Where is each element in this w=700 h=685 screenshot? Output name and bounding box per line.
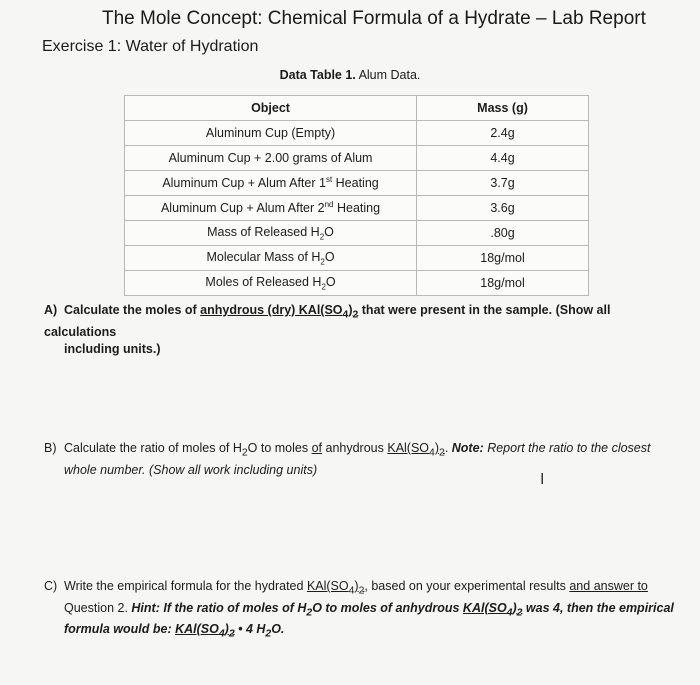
- header-mass: Mass (g): [417, 96, 589, 121]
- mass-cell: 18g/mol: [417, 246, 589, 271]
- question-label: B): [44, 441, 57, 455]
- question-label: A): [44, 303, 58, 317]
- table-row: [125, 221, 589, 246]
- mass-cell: 3.7g: [417, 171, 589, 196]
- question-a: A) Calculate the moles of anhydrous (dry) $KAl(SO_4)_2$ that were present in the sample. (Show all calculations including units.): [44, 303, 611, 356]
- question-b: B) Calculate the ratio of moles of $H_2O$ to moles of anhydrous $KAl(SO_4)_2$. Note: Report the ratio to the closest whole number. (Show all work including units): [44, 441, 651, 477]
- table-row: [125, 246, 589, 271]
- object-cell: Aluminum Cup + 2.00 grams of Alum: [125, 146, 417, 171]
- alum-data-table: [124, 95, 589, 296]
- table-row: [125, 171, 589, 196]
- mass-cell: 2.4g: [417, 121, 589, 146]
- table-caption: Data Table 1. Alum Data.: [279, 68, 421, 82]
- exercise-heading: Exercise 1: Water of Hydration: [42, 38, 259, 55]
- mass-cell: .80g: [417, 221, 589, 246]
- table-row: [125, 121, 589, 146]
- mass-cell: 3.6g: [417, 196, 589, 221]
- object-cell: Mass of Released $H_2O$: [125, 221, 417, 246]
- object-cell: Aluminum Cup + Alum After 2nd Heating: [125, 196, 417, 221]
- page-title: The Mole Concept: Chemical Formula of a Hydrate – Lab Report: [102, 8, 646, 29]
- object-cell: Molecular Mass of $H_2O$: [125, 246, 417, 271]
- text-cursor-icon: I: [540, 471, 545, 488]
- table-row: [125, 146, 589, 171]
- object-cell: Aluminum Cup (Empty): [125, 121, 417, 146]
- mass-cell: 4.4g: [417, 146, 589, 171]
- question-c: C) Write the empirical formula for the hydrated $KAl(SO_4)_2$, based on your experimental results and answer to Question 2. Hint: If the ratio of moles of $H_2O$ to moles of anhydrous $KAl(SO_4)_2$ was 4, then the empirical formula would be: $KAl(SO_4)_2$ • 4 $H_2O$.: [44, 579, 674, 640]
- mass-cell: 18g/mol: [417, 271, 589, 296]
- table-row: [125, 196, 589, 221]
- table-row: [125, 271, 589, 296]
- question-label: C): [44, 579, 58, 593]
- object-cell: Moles of Released $H_2O$: [125, 271, 417, 296]
- table-header-row: [125, 96, 589, 121]
- header-object: Object: [125, 96, 417, 121]
- object-cell: Aluminum Cup + Alum After 1st Heating: [125, 171, 417, 196]
